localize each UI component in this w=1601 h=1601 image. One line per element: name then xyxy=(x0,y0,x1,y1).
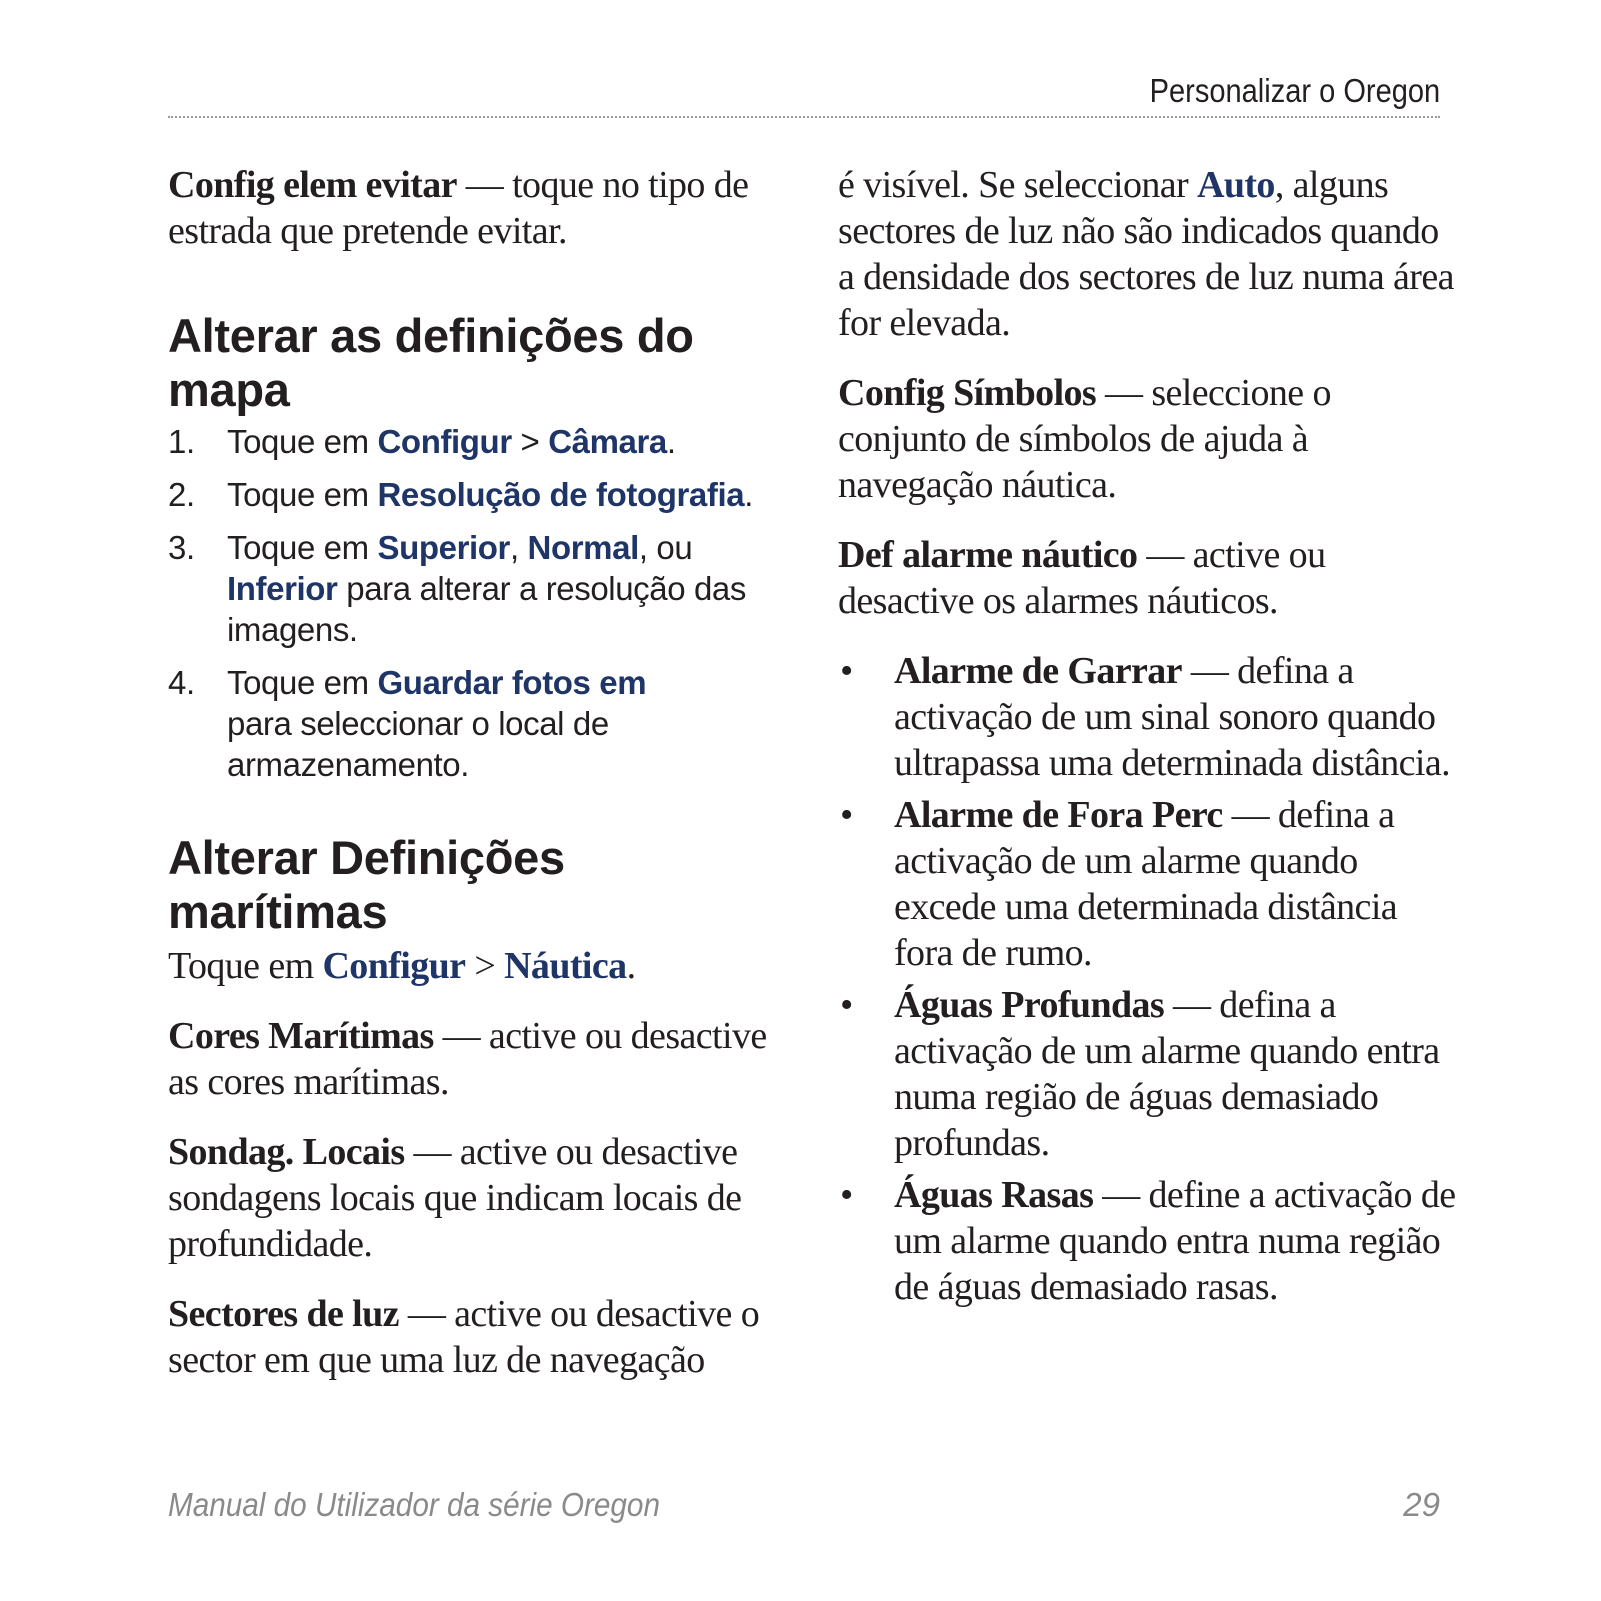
step-separator: , ou xyxy=(638,529,693,566)
text: , alguns sectores de luz não são indicados quando a densidade dos sectores de luz numa área for elevada. xyxy=(838,164,1454,344)
text: > xyxy=(465,945,505,987)
desc-config-simbolos: — seleccione o conjunto de símbolos de ajuda à navegação náutica. xyxy=(838,372,1331,506)
step-separator: > xyxy=(511,423,549,460)
step-1 xyxy=(168,421,768,462)
text: é visível. Se seleccionar xyxy=(838,164,1197,206)
desc-alarme-de-fora-perc: — defina a activação de um alarme quando excede uma determinada distância fora de rumo. xyxy=(894,794,1398,974)
ui-term-nautica: Náutica xyxy=(504,945,627,987)
bullet: • xyxy=(840,984,853,1026)
step-2 xyxy=(168,474,768,515)
desc-sondag-locais: — active ou desactive sondagens locais que indicam locais de profundidade. xyxy=(168,1131,742,1265)
term-def-alarme-nautico: Def alarme náutico xyxy=(838,534,1138,576)
step-separator: , xyxy=(510,529,528,566)
bullet: • xyxy=(840,650,853,692)
step-text: . xyxy=(744,476,753,513)
ui-term-normal: Normal xyxy=(527,529,639,566)
heading-alterar-definicoes-maritimas: Alterar Definições marítimas xyxy=(168,831,565,938)
right-column xyxy=(838,162,1458,1310)
header-divider xyxy=(168,116,1440,118)
heading-alterar-definicoes-mapa: Alterar as definições do mapa xyxy=(168,309,694,416)
step-text: Toque em xyxy=(227,529,378,566)
step-text: Toque em xyxy=(227,664,378,701)
step-text: para seleccionar o local de armazenamento. xyxy=(227,705,609,783)
left-column xyxy=(168,162,768,1383)
paragraph-config-simbolos xyxy=(838,370,1458,508)
term-alarme-de-garrar: Alarme de Garrar xyxy=(894,650,1182,692)
desc-aguas-rasas: — define a activação de um alarme quando entra numa região de águas demasiado rasas. xyxy=(894,1174,1456,1308)
step-number: 1. xyxy=(168,423,195,460)
paragraph-sectores-de-luz xyxy=(168,1291,768,1383)
desc-cores-maritimas: — active ou desactive as cores marítimas. xyxy=(168,1015,767,1103)
ui-term-camara: Câmara xyxy=(548,423,667,460)
running-header: Personalizar o Oregon xyxy=(1149,72,1440,109)
term-aguas-profundas: Águas Profundas xyxy=(894,984,1165,1026)
ui-term-configur: Configur xyxy=(377,423,512,460)
desc-def-alarme-nautico: — active ou desactive os alarmes náuticos. xyxy=(838,534,1326,622)
ui-term-inferior: Inferior xyxy=(227,570,338,607)
paragraph-toque-nautica xyxy=(168,943,768,989)
alarm-bullet-list xyxy=(838,648,1458,1310)
paragraph-cores-maritimas xyxy=(168,1013,768,1105)
term-sectores-de-luz: Sectores de luz xyxy=(168,1293,399,1335)
list-item xyxy=(838,1172,1458,1310)
paragraph-continuation xyxy=(838,162,1458,346)
list-item xyxy=(838,982,1458,1166)
desc-aguas-profundas: — defina a activação de um alarme quando entra numa região de águas demasiado profundas. xyxy=(894,984,1440,1164)
step-number: 4. xyxy=(168,664,195,701)
step-text: Toque em xyxy=(227,423,378,460)
paragraph-def-alarme-nautico xyxy=(838,532,1458,624)
term-config-simbolos: Config Símbolos xyxy=(838,372,1097,414)
step-number: 3. xyxy=(168,529,195,566)
ui-term-superior: Superior xyxy=(377,529,510,566)
desc-alarme-de-garrar: — defina a activação de um sinal sonoro quando ultrapassa uma determinada distância. xyxy=(894,650,1451,784)
term-alarme-de-fora-perc: Alarme de Fora Perc xyxy=(894,794,1223,836)
steps-list xyxy=(168,421,768,785)
ui-term-configur: Configur xyxy=(322,945,466,987)
desc-config-elem-evitar: — toque no tipo de estrada que pretende evitar. xyxy=(168,164,749,252)
page-number: 29 xyxy=(1403,1486,1440,1523)
term-config-elem-evitar: Config elem evitar xyxy=(168,164,457,206)
text: . xyxy=(626,945,636,987)
ui-term-auto: Auto xyxy=(1196,164,1275,206)
bullet: • xyxy=(840,794,853,836)
bullet: • xyxy=(840,1174,853,1216)
footer-manual-title: Manual do Utilizador da série Oregon xyxy=(168,1486,660,1523)
step-4 xyxy=(168,662,768,785)
ui-term-guardar-fotos: Guardar fotos em xyxy=(377,664,647,701)
list-item xyxy=(838,792,1458,976)
step-text: Toque em xyxy=(227,476,378,513)
desc-sectores-de-luz: — active ou desactive o sector em que uma luz de navegação xyxy=(168,1293,760,1381)
term-cores-maritimas: Cores Marítimas xyxy=(168,1015,434,1057)
step-text: . xyxy=(666,423,676,460)
paragraph-sondag-locais xyxy=(168,1129,768,1267)
step-text: para alterar a resolução das imagens. xyxy=(227,570,746,648)
paragraph-config-elem-evitar xyxy=(168,162,768,254)
term-sondag-locais: Sondag. Locais xyxy=(168,1131,405,1173)
term-aguas-rasas: Águas Rasas xyxy=(894,1174,1094,1216)
step-3 xyxy=(168,527,768,650)
list-item xyxy=(838,648,1458,786)
text: Toque em xyxy=(168,945,323,987)
step-number: 2. xyxy=(168,476,195,513)
ui-term-resolucao: Resolução de fotografia xyxy=(377,476,745,513)
